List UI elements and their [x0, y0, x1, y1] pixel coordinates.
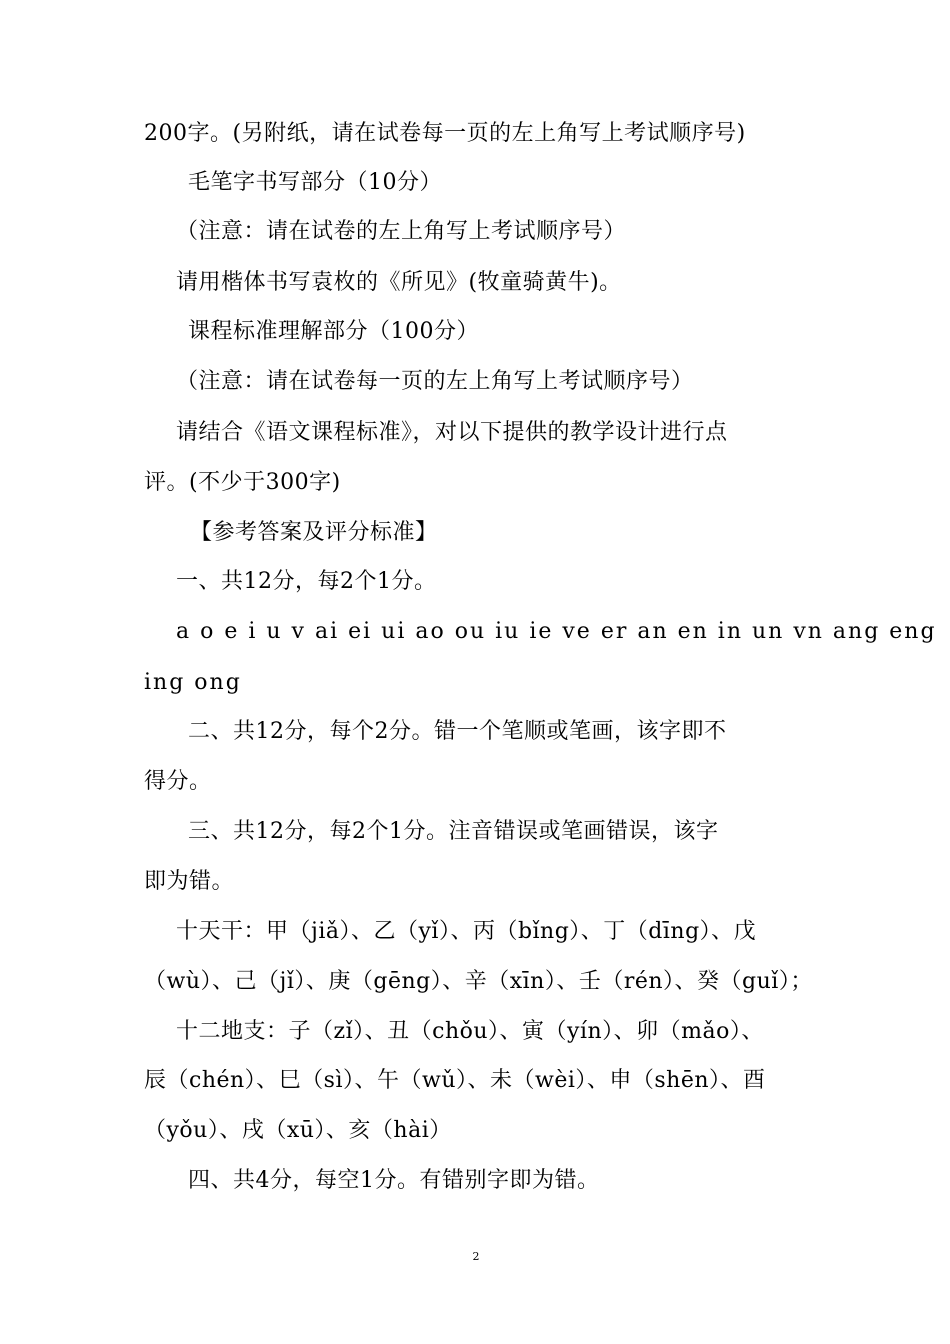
text-line-4: 请用楷体书写袁枚的《所见》(牧童骑黄牛)。	[176, 270, 622, 295]
text-line-1: 200字。(另附纸，请在试卷每一页的左上角写上考试顺序号)	[144, 121, 746, 146]
pinyin-finals-line: a o e i u v ai ei ui ao ou iu ie ve er an en in un vn ang eng	[176, 619, 937, 644]
text-line-16: 即为错。	[144, 869, 235, 894]
text-line-14: 得分。	[144, 769, 212, 794]
heavenly-stems-line: 十天干：甲（jiǎ）、乙（yǐ）、丙（bǐng）、丁（dīng）、戊	[176, 919, 757, 944]
earthly-branches-continued-2: （yǒu）、戌（xū）、亥（hài）	[144, 1118, 452, 1143]
text-line-3: （注意：请在试卷的左上角写上考试顺序号）	[176, 219, 627, 244]
section-heading-curriculum: 课程标准理解部分（100分）	[188, 319, 479, 344]
text-line-10: 一、共12分，每2个1分。	[176, 569, 437, 594]
text-line-7: 请结合《语文课程标准》，对以下提供的教学设计进行点	[176, 420, 728, 445]
answer-key-heading: 【参考答案及评分标准】	[190, 520, 438, 545]
earthly-branches-continued-1: 辰（chén）、巳（sì）、午（wǔ）、未（wèi）、申（shēn）、酉	[144, 1068, 766, 1093]
text-line-15: 三、共12分，每2个1分。注音错误或笔画错误，该字	[188, 819, 719, 844]
text-line-6: （注意：请在试卷每一页的左上角写上考试顺序号）	[176, 369, 694, 394]
text-line-8: 评。(不少于300字)	[144, 470, 341, 495]
heavenly-stems-continued: （wù）、己（jǐ）、庚（gēng）、辛（xīn）、壬（rén）、癸（guǐ）；	[144, 969, 813, 994]
section-heading-calligraphy: 毛笔字书写部分（10分）	[188, 170, 442, 195]
page-number: 2	[472, 1250, 480, 1263]
text-line-13: 二、共12分，每个2分。错一个笔顺或笔画，该字即不	[188, 719, 727, 744]
text-line-22: 四、共4分，每空1分。有错别字即为错。	[188, 1168, 600, 1193]
earthly-branches-line: 十二地支：子（zǐ）、丑（chǒu）、寅（yín）、卯（mǎo）、	[176, 1019, 764, 1044]
pinyin-finals-continued: ing ong	[144, 670, 242, 695]
